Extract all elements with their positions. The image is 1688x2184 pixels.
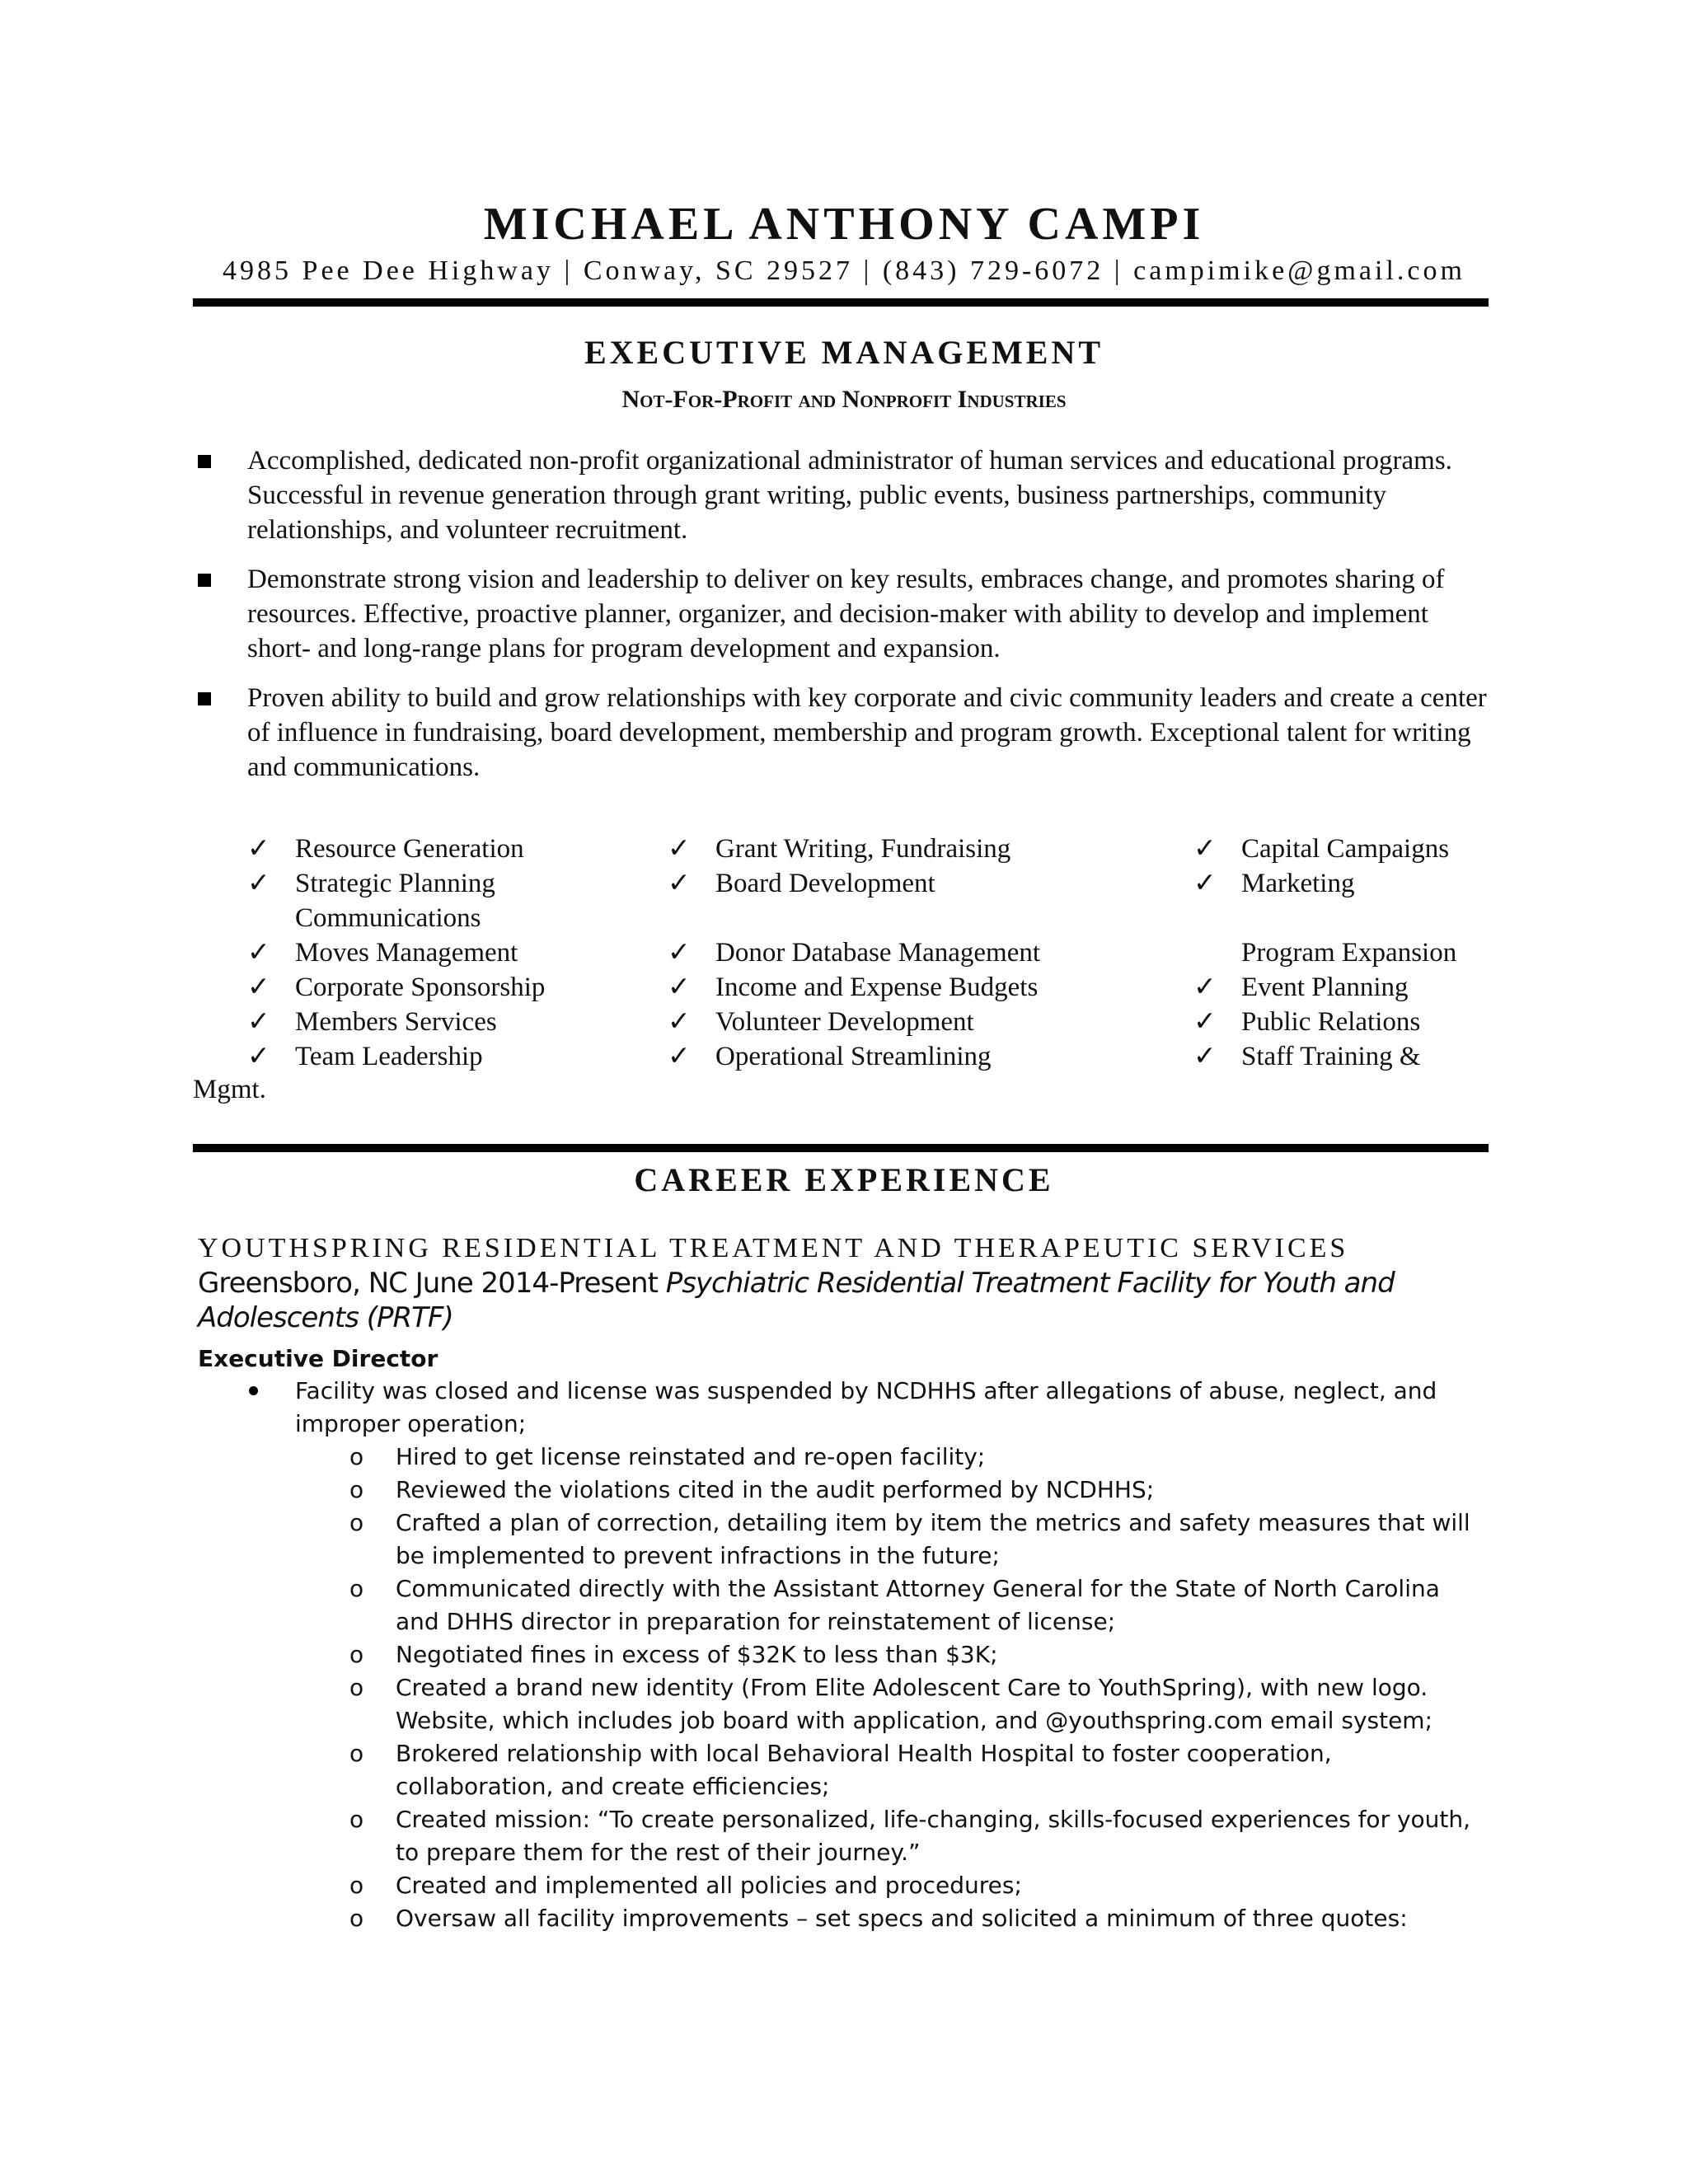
circle-bullet-icon: o (349, 1509, 364, 1536)
sub-duty: o Crafted a plan of correction, detailing item by item the metrics and safety measures that will be implemented to prevent infractions in the future; (198, 1507, 1484, 1572)
bullet-dot-icon (249, 1386, 258, 1395)
skill-item: ✓ Resource Generation (247, 834, 524, 864)
circle-bullet-icon: o (349, 1443, 364, 1470)
section-divider (193, 1144, 1489, 1152)
organization-name: YOUTHSPRING RESIDENTIAL TREATMENT AND THERAPEUTIC SERVICES (198, 1233, 1349, 1263)
checkmark-icon: ✓ (668, 938, 691, 968)
skill-item: ✓ Marketing (1193, 869, 1355, 898)
career-heading: CAREER EXPERIENCE (634, 1161, 1054, 1198)
skill-item: ✓ Team Leadership (247, 1042, 483, 1071)
summary-subheading: Not-For-Profit and Nonprofit Industries (621, 386, 1067, 413)
skill-item: ✓ Strategic Planning (247, 869, 495, 898)
circle-bullet-icon: o (349, 1476, 364, 1503)
square-bullet-icon (198, 692, 211, 705)
skill-item: ✓ Operational Streamlining (668, 1042, 992, 1071)
sub-duties-list (198, 1441, 1484, 1935)
summary-text: Accomplished, dedicated non-profit organizational administrator of human services and educational programs. Successful in revenue generation through grant writing, public events, business partnerships, community relationships, and volunteer recruitment. (247, 446, 1452, 545)
facility-description: Psychiatric Residential Treatment Facility for Youth and Adolescents (PRTF) (198, 1267, 1395, 1334)
skill-wrap-text: Mgmt. (193, 1075, 266, 1104)
skill-item: ✓ Public Relations (1193, 1007, 1421, 1037)
checkmark-icon: ✓ (1193, 1042, 1217, 1071)
circle-bullet-icon: o (349, 1674, 364, 1701)
checkmark-icon: ✓ (1193, 1007, 1217, 1037)
skill-item: ✓ Members Services (247, 1007, 497, 1037)
job-title: Executive Director (198, 1345, 438, 1372)
sub-duty: o Created a brand new identity (From Elite Adolescent Care to YouthSpring), with new logo. Website, which includes job board with application, and @youthspring.com email system; (198, 1671, 1484, 1737)
sub-duty: o Brokered relationship with local Behavioral Health Hospital to foster cooperation, collaboration, and create efficiencies; (198, 1737, 1484, 1803)
skill-item: ✓ Volunteer Development (668, 1007, 974, 1037)
sub-duty: o Created and implemented all policies and procedures; (198, 1869, 1484, 1902)
skill-item: ✓ Income and Expense Budgets (668, 972, 1039, 1002)
checkmark-icon: ✓ (247, 1007, 270, 1037)
checkmark-icon: ✓ (668, 1042, 691, 1071)
summary-bullet (193, 443, 1495, 547)
sub-duty: o Reviewed the violations cited in the audit performed by NCDHHS; (198, 1474, 1484, 1507)
summary-bullet (193, 562, 1495, 666)
checkmark-icon: ✓ (668, 972, 691, 1002)
header-divider (193, 298, 1489, 307)
checkmark-icon: ✓ (1193, 834, 1217, 864)
circle-bullet-icon: o (349, 1905, 364, 1932)
square-bullet-icon (198, 574, 211, 587)
checkmark-icon: ✓ (1193, 972, 1217, 1002)
location-dates-line (198, 1266, 1517, 1335)
checkmark-icon: ✓ (247, 869, 270, 898)
sub-duty: o Created mission: “To create personalized, life-changing, skills-focused experiences for youth, to prepare them for the rest of their journey.” (198, 1803, 1484, 1869)
summary-list (193, 443, 1495, 799)
summary-heading: EXECUTIVE MANAGEMENT (584, 334, 1104, 371)
checkmark-icon: ✓ (1193, 869, 1217, 898)
summary-bullet (193, 681, 1495, 785)
checkmark-icon: ✓ (668, 1007, 691, 1037)
sub-duty: o Hired to get license reinstated and re-open facility; (198, 1441, 1484, 1474)
skill-item: ✓ Donor Database Management (668, 938, 1041, 968)
sub-duty: o Negotiated fines in excess of $32K to less than $3K; (198, 1638, 1484, 1671)
summary-text: Proven ability to build and grow relationships with key corporate and civic community leaders and create a center of influence in fundraising, board development, membership and program growth. Exceptional talent for writing and communications. (247, 683, 1487, 782)
checkmark-icon: ✓ (668, 869, 691, 898)
skill-item: ✓ Grant Writing, Fundraising (668, 834, 1011, 864)
checkmark-icon: ✓ (247, 1042, 270, 1071)
circle-bullet-icon: o (349, 1740, 364, 1767)
circle-bullet-icon: o (349, 1806, 364, 1833)
square-bullet-icon (198, 455, 211, 468)
duties-list (198, 1375, 1484, 1935)
skill-item: Communications (295, 903, 481, 933)
skills-grid (193, 832, 1495, 1113)
checkmark-icon: ✓ (247, 972, 270, 1002)
location-dates: Greensboro, NC June 2014-Present (198, 1267, 658, 1300)
skill-item: ✓ Board Development (668, 869, 935, 898)
sub-duty: o Oversaw all facility improvements – set specs and solicited a minimum of three quotes: (198, 1902, 1484, 1935)
main-duty: Facility was closed and license was suspended by NCDHHS after allegations of abuse, neglect, and improper operation; (198, 1375, 1484, 1441)
skill-item: ✓ Event Planning (1193, 972, 1409, 1002)
circle-bullet-icon: o (349, 1575, 364, 1602)
circle-bullet-icon: o (349, 1872, 364, 1899)
checkmark-icon: ✓ (247, 938, 270, 968)
skill-item: Program Expansion (1241, 938, 1457, 968)
skill-item: ✓ Staff Training & (1193, 1042, 1421, 1071)
sub-duty: o Communicated directly with the Assistant Attorney General for the State of North Carolina and DHHS director in preparation for reinstatement of license; (198, 1572, 1484, 1638)
checkmark-icon: ✓ (668, 834, 691, 864)
skill-item: ✓ Moves Management (247, 938, 518, 968)
summary-text: Demonstrate strong vision and leadership to deliver on key results, embraces change, and promotes sharing of resources. Effective, proactive planner, organizer, and decision-maker with ability to develop and implement short- and long-range plans for program development and expansion. (247, 565, 1445, 663)
skill-item: ✓ Corporate Sponsorship (247, 972, 546, 1002)
candidate-name: MICHAEL ANTHONY CAMPI (483, 199, 1205, 250)
circle-bullet-icon: o (349, 1641, 364, 1668)
checkmark-icon: ✓ (247, 834, 270, 864)
skill-item: ✓ Capital Campaigns (1193, 834, 1450, 864)
contact-line: 4985 Pee Dee Highway | Conway, SC 29527 | (843) 729-6072 | campimike@gmail.com (223, 255, 1465, 286)
